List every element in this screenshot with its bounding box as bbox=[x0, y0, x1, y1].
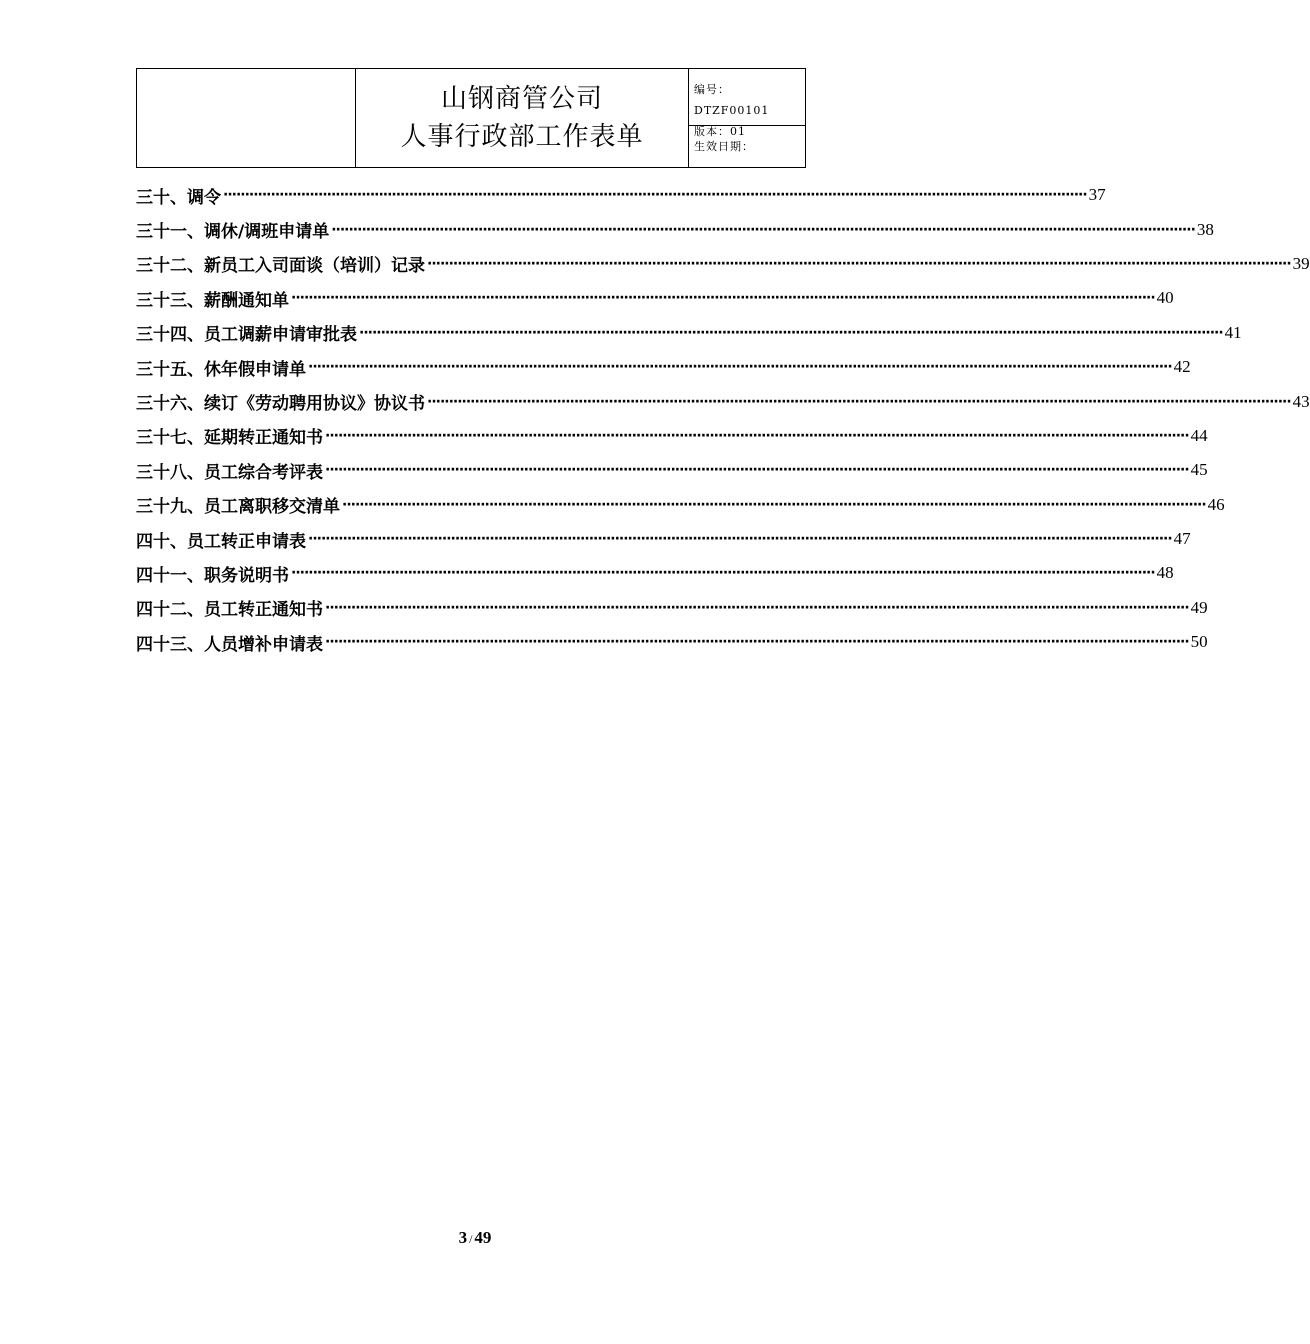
meta-cell bbox=[689, 69, 805, 167]
toc-entry-number: 四十一、 bbox=[136, 565, 204, 586]
toc-entry[interactable] bbox=[136, 281, 1174, 315]
toc-entry-number: 三十二、 bbox=[136, 256, 204, 277]
toc-entry-number: 三十三、 bbox=[136, 290, 204, 311]
company-name: 山钢商管公司 bbox=[440, 84, 603, 114]
toc-leader-dots: ········································································································································································································ bbox=[331, 221, 1195, 238]
toc-entry[interactable] bbox=[136, 591, 1208, 625]
form-header bbox=[136, 68, 806, 168]
toc-entry-page: 48 bbox=[1156, 563, 1174, 583]
toc-entry-number: 三十八、 bbox=[136, 462, 204, 483]
toc-entry[interactable] bbox=[136, 212, 1214, 246]
page-footer bbox=[0, 1228, 950, 1248]
toc-entry-title: 人员增补申请表 bbox=[204, 634, 323, 655]
toc-leader-dots: ········································································································································································································ bbox=[308, 359, 1172, 376]
toc-entry[interactable] bbox=[136, 178, 1106, 212]
logo-cell bbox=[137, 69, 356, 167]
toc-entry-title: 新员工入司面谈（培训）记录 bbox=[204, 256, 425, 277]
toc-entry-number: 三十一、 bbox=[136, 222, 204, 243]
toc-entry-title: 调令 bbox=[187, 187, 221, 208]
toc-entry-page: 50 bbox=[1190, 632, 1208, 652]
toc-leader-dots: ········································································································································································································ bbox=[359, 324, 1223, 341]
toc-entry-page: 41 bbox=[1224, 322, 1242, 342]
toc-entry-page: 47 bbox=[1173, 529, 1191, 549]
toc-leader-dots: ········································································································································································································ bbox=[291, 565, 1155, 582]
toc-entry-title: 员工转正申请表 bbox=[187, 531, 306, 552]
toc-leader-dots: ········································································································································································································ bbox=[427, 393, 1291, 410]
form-title: 人事行政部工作表单 bbox=[400, 122, 644, 152]
doc-version: 版本：01 bbox=[694, 125, 746, 138]
title-cell bbox=[356, 69, 689, 167]
current-page: 3 bbox=[458, 1228, 468, 1247]
effective-date: 生效日期： bbox=[694, 140, 754, 153]
toc-entry-title: 员工离职移交清单 bbox=[204, 497, 340, 518]
toc-entry-page: 43 bbox=[1292, 391, 1310, 411]
toc-entry-title: 延期转正通知书 bbox=[204, 428, 323, 449]
toc-entry-title: 薪酬通知单 bbox=[204, 290, 289, 311]
toc-entry[interactable] bbox=[136, 384, 1310, 418]
toc-leader-dots: ········································································································································································································ bbox=[223, 187, 1087, 204]
toc-entry-title: 员工转正通知书 bbox=[204, 600, 323, 621]
toc-entry-page: 39 bbox=[1292, 253, 1310, 273]
toc-leader-dots: ········································································································································································································ bbox=[325, 462, 1189, 479]
toc-entry-title: 职务说明书 bbox=[204, 565, 289, 586]
toc-entry-page: 45 bbox=[1190, 460, 1208, 480]
toc-entry-title: 续订《劳动聘用协议》协议书 bbox=[204, 394, 425, 415]
toc-entry-title: 调休/调班申请单 bbox=[204, 222, 330, 243]
toc-entry-page: 44 bbox=[1190, 425, 1208, 445]
toc-entry[interactable] bbox=[136, 419, 1208, 453]
toc-entry-title: 休年假申请单 bbox=[204, 359, 306, 380]
toc-entry-number: 三十、 bbox=[136, 187, 187, 208]
toc-entry-page: 40 bbox=[1156, 288, 1174, 308]
toc-leader-dots: ········································································································································································································ bbox=[325, 427, 1189, 444]
toc-entry-number: 三十五、 bbox=[136, 359, 204, 380]
toc-entry-page: 42 bbox=[1173, 357, 1191, 377]
toc-entry-number: 四十二、 bbox=[136, 600, 204, 621]
toc-entry-number: 三十六、 bbox=[136, 394, 204, 415]
toc-entry-page: 46 bbox=[1207, 494, 1225, 514]
toc-entry[interactable] bbox=[136, 316, 1242, 350]
toc-entry[interactable] bbox=[136, 625, 1208, 659]
toc-entry-title: 员工调薪申请审批表 bbox=[204, 325, 357, 346]
toc-entry-page: 49 bbox=[1190, 597, 1208, 617]
toc-entry[interactable] bbox=[136, 522, 1191, 556]
toc-entry-number: 三十四、 bbox=[136, 325, 204, 346]
page-separator: / bbox=[469, 1232, 473, 1246]
toc-entry[interactable] bbox=[136, 488, 1225, 522]
toc-entry-number: 四十三、 bbox=[136, 634, 204, 655]
toc-entry[interactable] bbox=[136, 453, 1208, 487]
toc-leader-dots: ········································································································································································································ bbox=[291, 290, 1155, 307]
toc-entry-page: 38 bbox=[1196, 219, 1214, 239]
toc-entry-title: 员工综合考评表 bbox=[204, 462, 323, 483]
toc-leader-dots: ········································································································································································································ bbox=[325, 634, 1189, 651]
toc-entry[interactable] bbox=[136, 350, 1191, 384]
table-of-contents bbox=[136, 178, 1310, 659]
toc-entry[interactable] bbox=[136, 247, 1310, 281]
toc-leader-dots: ········································································································································································································ bbox=[308, 531, 1172, 548]
toc-entry-number: 三十七、 bbox=[136, 428, 204, 449]
toc-leader-dots: ········································································································································································································ bbox=[342, 496, 1206, 513]
toc-entry-page: 37 bbox=[1088, 185, 1106, 205]
toc-entry[interactable] bbox=[136, 556, 1174, 590]
doc-code: 编号：DTZF00101 bbox=[694, 83, 770, 117]
total-pages: 49 bbox=[474, 1228, 492, 1247]
toc-entry-number: 四十、 bbox=[136, 531, 187, 552]
meta-top bbox=[689, 69, 805, 138]
toc-leader-dots: ········································································································································································································ bbox=[427, 255, 1291, 272]
toc-leader-dots: ········································································································································································································ bbox=[325, 599, 1189, 616]
toc-entry-number: 三十九、 bbox=[136, 497, 204, 518]
